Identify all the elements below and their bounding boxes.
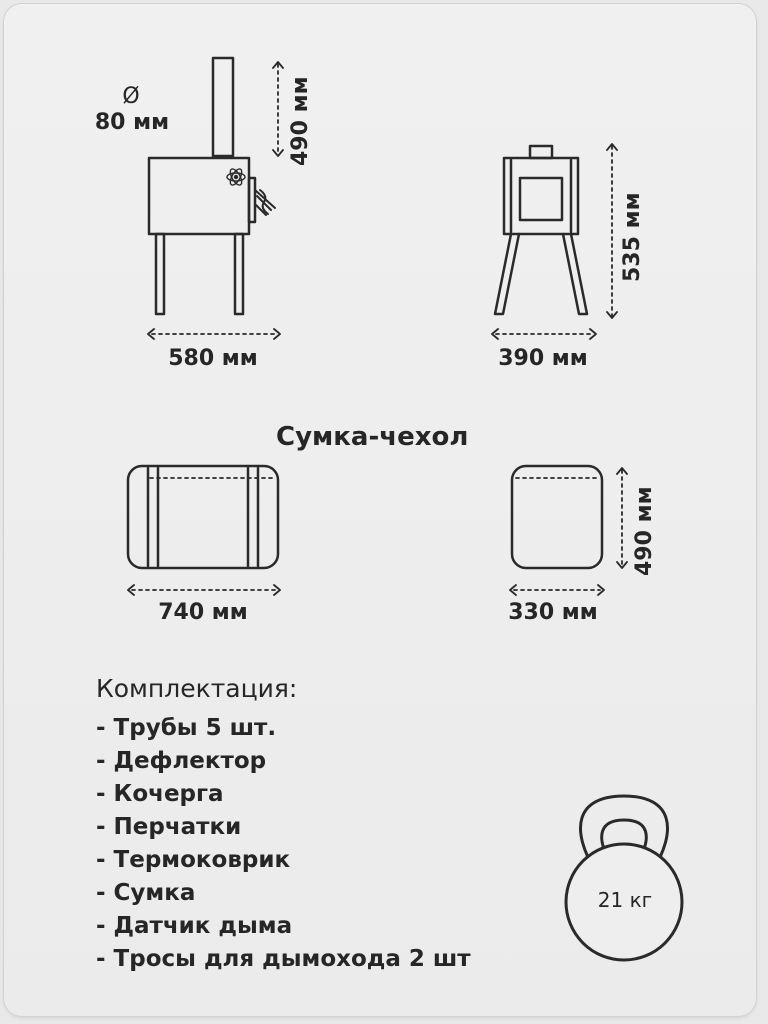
stove-door	[249, 178, 255, 222]
bag-long-width-label: 740 мм	[158, 600, 248, 625]
kit-item: - Дефлектор	[96, 748, 267, 774]
bag-title: Сумка-чехол	[276, 422, 469, 452]
front-leg-left	[495, 234, 519, 314]
pipe-diameter-label: 80 мм	[94, 110, 170, 135]
kettlebell-icon	[566, 796, 682, 960]
kit-item: - Сумка	[96, 880, 196, 906]
front-body	[504, 158, 578, 234]
stove-side-view	[148, 58, 283, 339]
bag-long-outline	[128, 466, 278, 568]
kit-item: - Кочерга	[96, 781, 224, 807]
kit-item: - Датчик дыма	[96, 913, 293, 939]
pipe-height-label: 490 мм	[288, 76, 313, 166]
bag-short-view	[510, 466, 627, 595]
kit-item: - Тросы для дымохода 2 шт	[96, 946, 471, 972]
kit-item: - Трубы 5 шт.	[96, 715, 277, 741]
stove-front-view	[492, 144, 617, 339]
front-chimney	[530, 146, 552, 158]
chimney-pipe	[213, 58, 233, 156]
kit-item: - Термоковрик	[96, 847, 291, 873]
front-height-label: 535 мм	[620, 192, 645, 282]
kit-title: Комплектация:	[96, 674, 298, 703]
atom-icon	[227, 167, 245, 187]
front-leg-right	[563, 234, 587, 314]
kit-list	[96, 712, 471, 976]
leg-right	[235, 234, 243, 314]
bag-height-label: 490 мм	[632, 486, 657, 576]
diameter-symbol: Ø	[122, 84, 140, 109]
side-width-label: 580 мм	[168, 346, 258, 371]
weight-label: 21 кг	[597, 888, 653, 912]
bag-short-width-label: 330 мм	[508, 600, 598, 625]
leg-left	[156, 234, 164, 314]
kit-item: - Перчатки	[96, 814, 242, 840]
bag-long-view	[128, 466, 280, 595]
bag-short-outline	[512, 466, 602, 568]
front-door	[520, 178, 562, 220]
front-width-label: 390 мм	[498, 346, 588, 371]
